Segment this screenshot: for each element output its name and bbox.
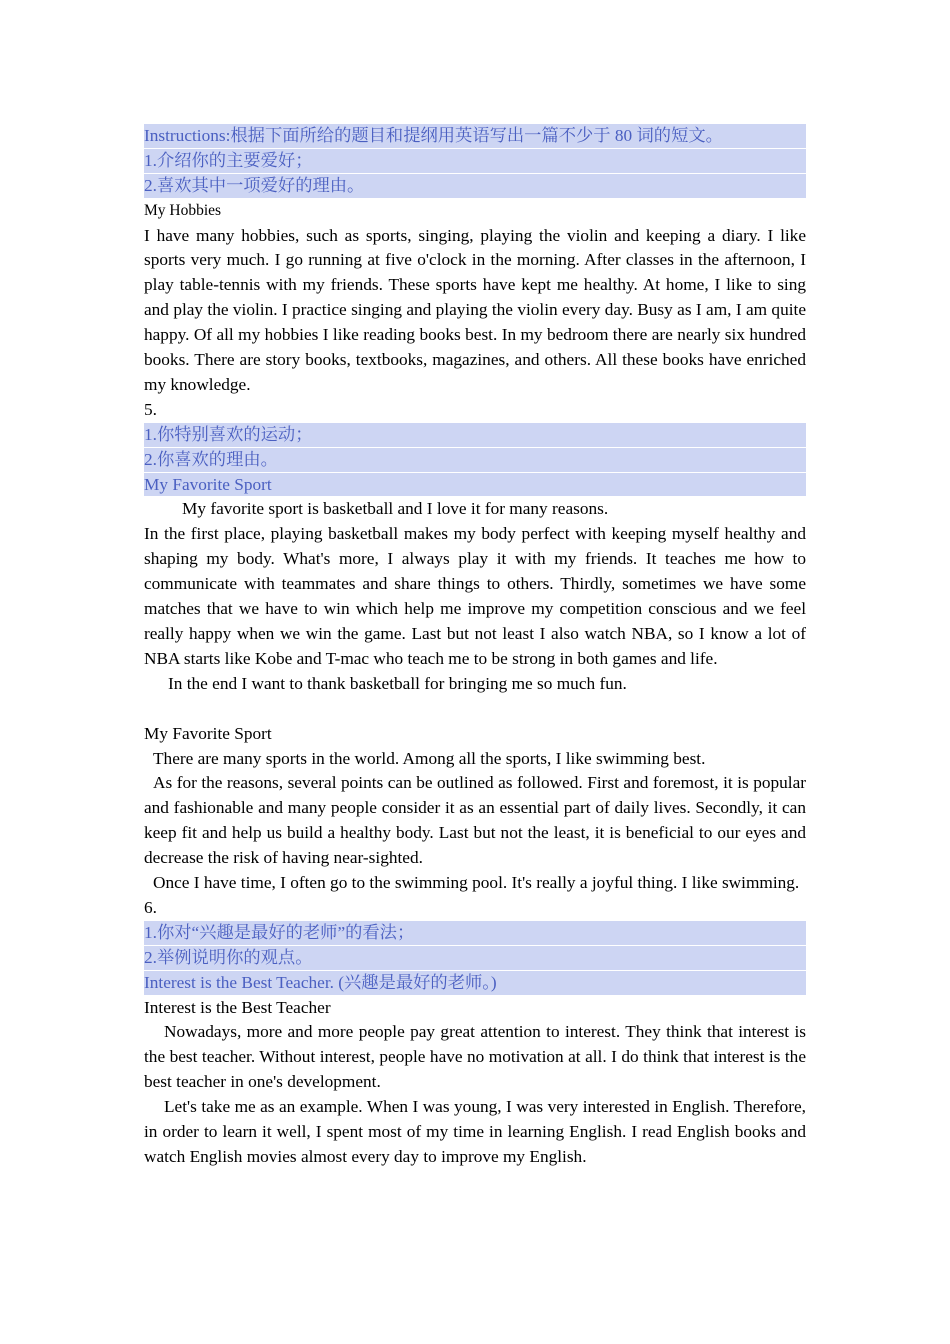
prompt-point-1: 1.你特别喜欢的运动；: [144, 423, 806, 448]
essay-title: My Hobbies: [144, 201, 222, 219]
essay-paragraph: As for the reasons, several points can be outlined as followed. First and foremost, it is popular and fashionable and many people consider it as an essential part of daily lives. Secondly, it can keep fit and help us build a healthy body. Last but not the least, it is beneficial to our eyes and decrease the risk of having near-sighted.: [144, 773, 806, 868]
prompt-point-2: 2.你喜欢的理由。: [144, 448, 806, 473]
section-number: 6.: [144, 897, 157, 917]
essay-paragraph: In the end I want to thank basketball for bringing me so much fun.: [168, 673, 627, 693]
essay-paragraph: Nowadays, more and more people pay great attention to interest. They think that interest is the best teacher. Without interest, people have no motivation at all. I do think that interest is the best teacher in one's development.: [144, 1022, 806, 1092]
blank-line: [144, 697, 806, 722]
instructions-point-1: 1.介绍你的主要爱好；: [144, 149, 806, 174]
instructions-line: Instructions:根据下面所给的题目和提纲用英语写出一篇不少于 80 词的短文。: [144, 124, 806, 149]
prompt-title: My Favorite Sport: [144, 473, 806, 498]
document-page: [144, 124, 806, 1170]
essay-paragraph: My favorite sport is basketball and I love it for many reasons.: [182, 499, 609, 519]
essay-paragraph: I have many hobbies, such as sports, singing, playing the violin and keeping a diary. I like sports very much. I go running at five o'clock in the morning. After classes in the afternoon, I play table-tennis with my friends. These sports have kept me healthy. At home, I like to sing and play the violin. I practice singing and playing the violin every day. Busy as I am, I am quite happy. Of all my hobbies I like reading books best. In my bedroom there are nearly six hundred books. There are story books, textbooks, magazines, and others. All these books have enriched my knowledge.: [144, 225, 806, 394]
essay-paragraph: In the first place, playing basketball makes my body perfect with keeping myself healthy and shaping my body. What's more, I always play it with my friends. It teaches me how to communicate with teammates and share things to others. Thirdly, sometimes we have some matches that we have to win which help me improve my competition conscious and we feel really happy when we win the game. Last but not least I also watch NBA, so I know a lot of NBA starts like Kobe and T-mac who teach me to be strong in both games and life.: [144, 524, 806, 668]
essay-paragraph: There are many sports in the world. Among all the sports, I like swimming best.: [153, 748, 706, 768]
essay-title: My Favorite Sport: [144, 723, 272, 743]
instructions-point-2: 2.喜欢其中一项爱好的理由。: [144, 174, 806, 199]
prompt-point-1: 1.你对“兴趣是最好的老师”的看法；: [144, 921, 806, 946]
essay-paragraph: Let's take me as an example. When I was young, I was very interested in English. Therefore, in order to learn it well, I spent most of my time in learning English. I read English books and watch English movies almost every day to improve my English.: [144, 1097, 806, 1166]
prompt-title: Interest is the Best Teacher. (兴趣是最好的老师。): [144, 971, 806, 996]
prompt-point-2: 2.举例说明你的观点。: [144, 946, 806, 971]
essay-title: Interest is the Best Teacher: [144, 997, 331, 1017]
section-number: 5.: [144, 399, 157, 419]
essay-paragraph: Once I have time, I often go to the swimming pool. It's really a joyful thing. I like swimming.: [153, 873, 800, 893]
